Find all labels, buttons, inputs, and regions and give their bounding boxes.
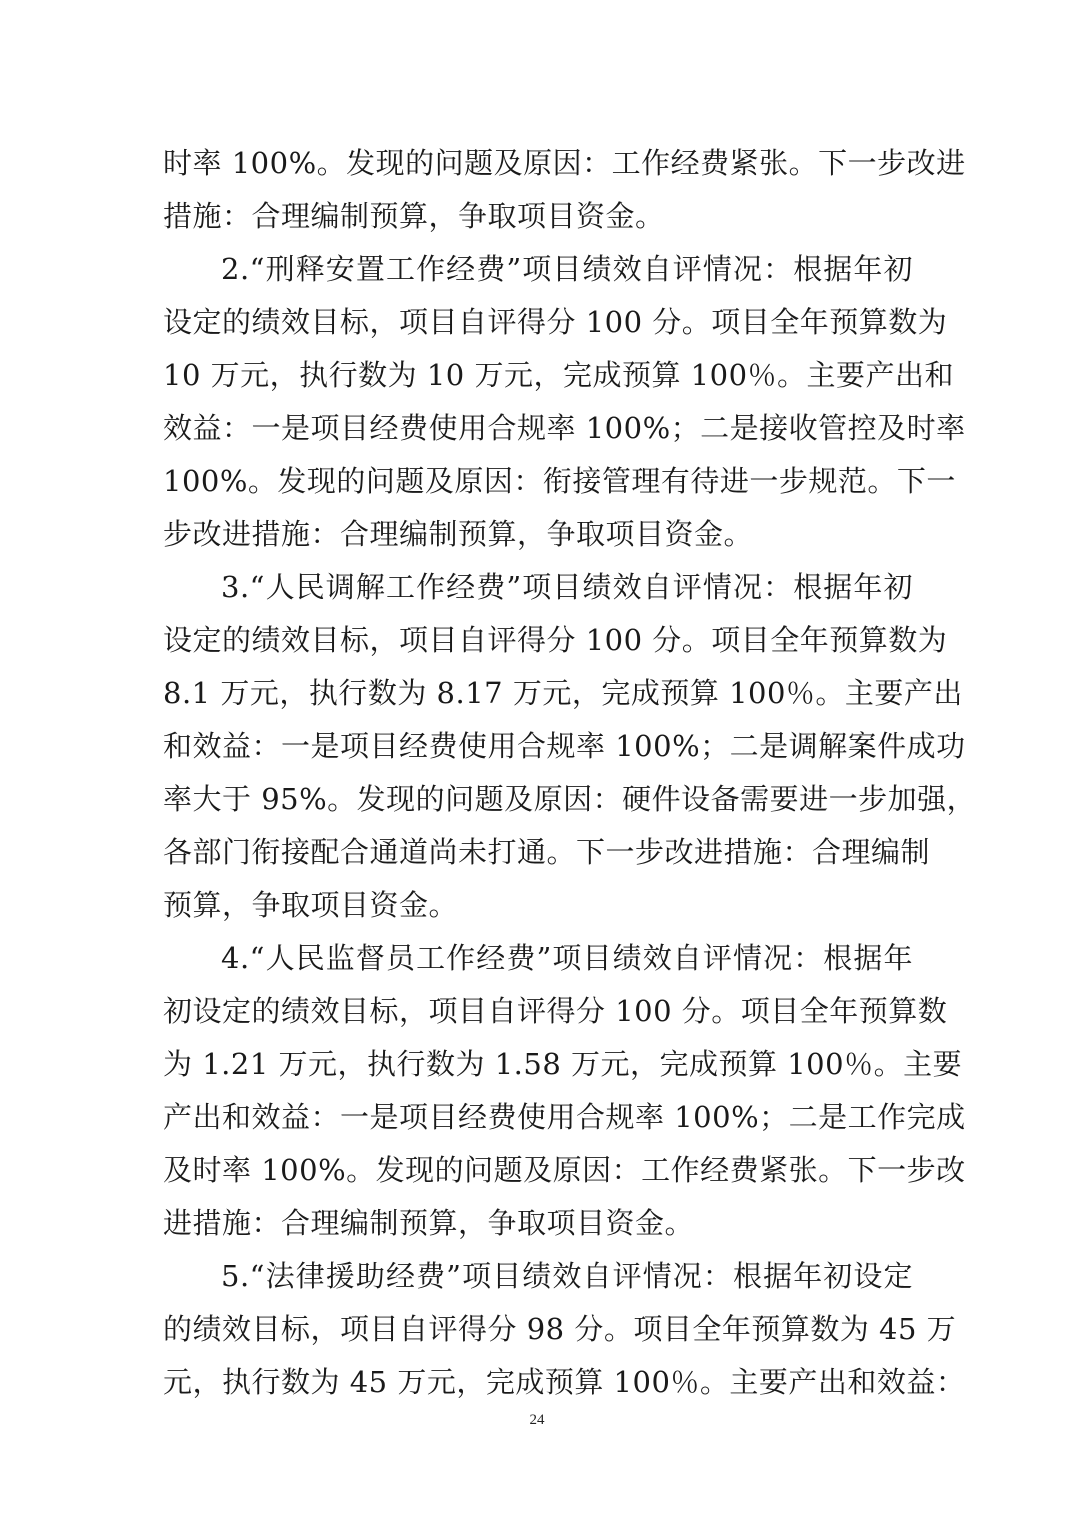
paragraph-start: 4.“人民监督员工作经费”项目绩效自评情况：根据年	[221, 941, 913, 975]
text-line: 元，执行数为 45 万元，完成预算 100％。主要产出和效益：	[163, 1365, 966, 1399]
text-line: 预算，争取项目资金。	[163, 888, 459, 922]
text-line: 各部门衔接配合通道尚未打通。下一步改进措施：合理编制	[163, 835, 931, 869]
paragraph-start: 5.“法律援助经费”项目绩效自评情况：根据年初设定	[221, 1259, 913, 1293]
body-text	[163, 137, 977, 1409]
text-line: 设定的绩效目标，项目自评得分 100 分。项目全年预算数为	[163, 305, 948, 339]
paragraph-start: 3.“人民调解工作经费”项目绩效自评情况：根据年初	[221, 570, 913, 604]
text-line: 产出和效益：一是项目经费使用合规率 100%；二是工作完成	[163, 1100, 966, 1134]
text-line: 设定的绩效目标，项目自评得分 100 分。项目全年预算数为	[163, 623, 948, 657]
text-line: 10 万元，执行数为 10 万元，完成预算 100％。主要产出和	[163, 358, 955, 392]
text-line: 步改进措施：合理编制预算，争取项目资金。	[163, 517, 754, 551]
text-line: 为 1.21 万元，执行数为 1.58 万元，完成预算 100％。主要	[163, 1047, 963, 1081]
text-line: 效益：一是项目经费使用合规率 100%；二是接收管控及时率	[163, 411, 966, 445]
text-line: 的绩效目标，项目自评得分 98 分。项目全年预算数为 45 万	[163, 1312, 957, 1346]
text-line: 措施：合理编制预算，争取项目资金。	[163, 199, 665, 233]
page-number: 24	[529, 1412, 545, 1428]
text-line: 时率 100%。发现的问题及原因：工作经费紧张。下一步改进	[163, 146, 966, 180]
text-line: 8.1 万元，执行数为 8.17 万元，完成预算 100％。主要产出	[163, 676, 963, 710]
paragraph-start: 2.“刑释安置工作经费”项目绩效自评情况：根据年初	[221, 252, 913, 286]
text-line: 初设定的绩效目标，项目自评得分 100 分。项目全年预算数	[163, 994, 948, 1028]
text-line: 率大于 95%。发现的问题及原因：硬件设备需要进一步加强，	[163, 782, 977, 816]
text-line: 和效益：一是项目经费使用合规率 100%；二是调解案件成功	[163, 729, 966, 763]
text-line: 100%。发现的问题及原因：衔接管理有待进一步规范。下一	[163, 464, 956, 498]
text-line: 进措施：合理编制预算，争取项目资金。	[163, 1206, 695, 1240]
text-line: 及时率 100%。发现的问题及原因：工作经费紧张。下一步改	[163, 1153, 966, 1187]
